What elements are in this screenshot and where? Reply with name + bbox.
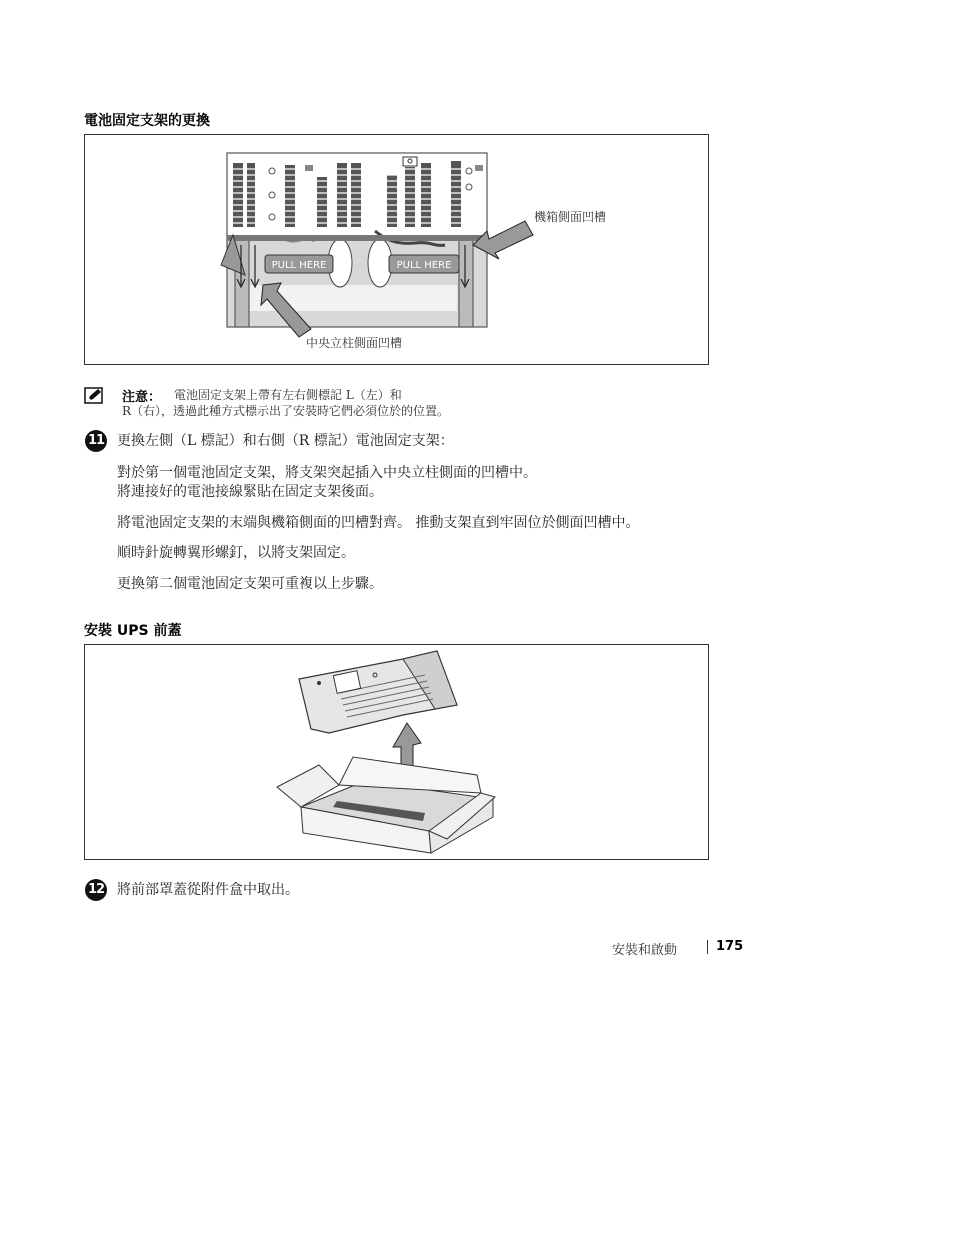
pull-here-label-left: PULL HERE <box>271 260 327 271</box>
callout-chassis-slot: 機箱側面凹槽 <box>534 210 607 224</box>
front-cover-illustration <box>85 645 708 859</box>
step-number-11: 11 <box>85 430 107 452</box>
step-11-para2: 將電池固定支架的末端與機箱側面的凹槽對齊。 推動支架直到牢固位於側面凹槽中。 <box>117 515 640 531</box>
figure-battery-bracket <box>84 134 709 365</box>
step-12-text: 將前部罩蓋從附件盒中取出。 <box>117 882 299 898</box>
step-11-para1-line1: 對於第一個電池固定支架，將支架突起插入中央立柱側面的凹槽中。 <box>117 465 537 481</box>
note-pencil-icon <box>84 387 104 405</box>
battery-bracket-illustration <box>85 135 708 364</box>
figure-front-cover <box>84 644 709 860</box>
pull-here-label-right: PULL HERE <box>396 260 452 271</box>
callout-center-column-slot: 中央立柱側面凹槽 <box>306 336 403 350</box>
step-11-para1-line2: 將連接好的電池接線緊貼在固定支架後面。 <box>117 484 383 500</box>
section-heading-install-front-cover: 安裝 UPS 前蓋 <box>84 623 182 639</box>
footer-section-title: 安裝和啟動 <box>612 943 678 958</box>
note-line-2: R（右），透過此種方式標示出了安裝時它們必須位於的位置。 <box>122 404 450 418</box>
step-number-12: 12 <box>85 879 107 901</box>
step-11-para3: 順時針旋轉翼形螺釘，以將支架固定。 <box>117 545 355 561</box>
note-label: 注意： <box>122 390 162 405</box>
footer-divider <box>707 940 708 954</box>
step-11-title: 更換左側（L 標記）和右側（R 標記）電池固定支架： <box>117 433 454 449</box>
page-number: 175 <box>716 939 744 954</box>
note-line-1: 電池固定支架上帶有左右側標記 L（左）和 <box>174 388 402 402</box>
section-heading-bracket-replacement: 電池固定支架的更換 <box>84 113 210 129</box>
step-11-para4: 更換第二個電池固定支架可重複以上步驟。 <box>117 576 383 592</box>
